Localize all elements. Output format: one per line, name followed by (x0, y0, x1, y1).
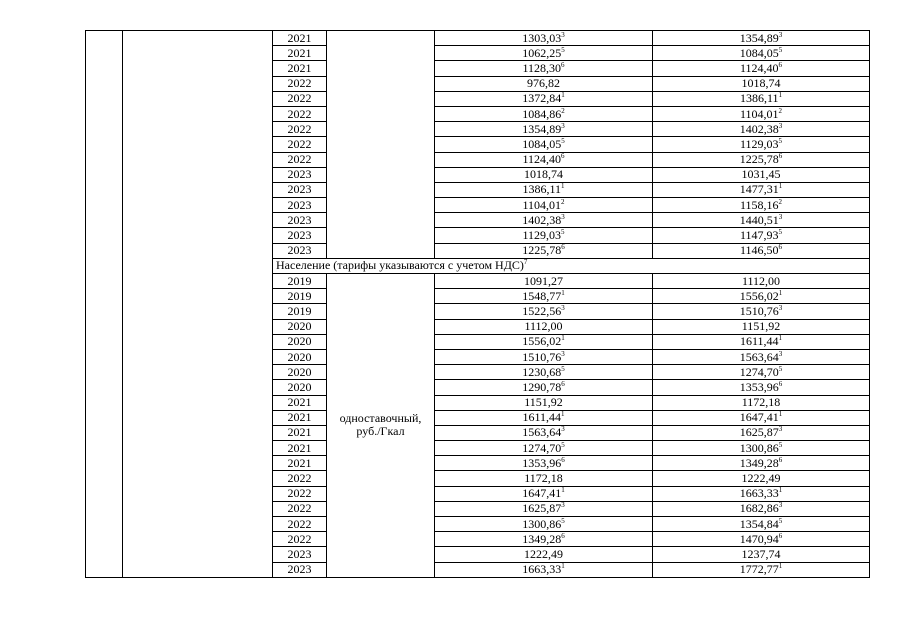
tariff-value-period-1 (435, 243, 653, 258)
tariff-value-period-2-value: 1354,84 (739, 516, 779, 531)
tariff-value-period-1-value: 1563,64 (522, 425, 562, 440)
tariff-value-period-2 (653, 46, 870, 61)
tariff-value-period-1-footnote: 3 (561, 303, 565, 312)
tariff-value-period-2 (653, 304, 870, 319)
tariff-value-period-1-footnote: 5 (561, 440, 565, 449)
tariff-value-period-1 (435, 425, 653, 440)
tariff-value-period-2-value: 1625,87 (739, 425, 779, 440)
tariff-value-period-2 (653, 517, 870, 532)
tariff-value-period-1-footnote: 1 (561, 562, 565, 571)
tariff-value-period-1-footnote: 5 (561, 228, 565, 237)
tariff-value-period-1-value: 1124,40 (522, 152, 562, 167)
tariff-value-period-1 (435, 289, 653, 304)
tariff-value-period-2 (653, 410, 870, 425)
tariff-value-period-2-value: 1440,51 (739, 212, 779, 227)
tariff-value-period-1-footnote: 5 (561, 364, 565, 373)
tariff-value-period-1 (435, 365, 653, 380)
year-cell: 2023 (273, 167, 327, 182)
tariff-value-period-2-footnote: 6 (778, 243, 783, 252)
tariff-value-period-1-value: 1349,28 (522, 531, 562, 546)
tariff-value-period-1 (435, 213, 653, 228)
section-heading-footnote: 7 (523, 258, 528, 267)
tariff-value-period-2-value: 1084,05 (739, 45, 779, 60)
tariff-value-period-2-value: 1225,78 (739, 152, 779, 167)
tariff-value-period-1-footnote: 6 (561, 379, 565, 388)
tariff-value-period-2 (653, 547, 870, 562)
tariff-value-period-1-value: 1386,11 (522, 182, 562, 197)
tariff-value-period-1 (435, 547, 653, 562)
tariff-value-period-2 (653, 349, 870, 364)
blank-cell-number (86, 31, 123, 578)
tariff-value-period-1 (435, 304, 653, 319)
year-cell: 2022 (273, 532, 327, 547)
tariff-value-period-2 (653, 501, 870, 516)
tariff-value-period-1-value: 1104,01 (522, 197, 562, 212)
tariff-value-period-2-footnote: 6 (778, 152, 783, 161)
year-cell: 2022 (273, 501, 327, 516)
tariff-value-period-1-value: 1091,27 (524, 273, 563, 288)
tariff-value-period-1-value: 1303,03 (522, 30, 562, 45)
year-cell: 2023 (273, 182, 327, 197)
year-cell: 2022 (273, 122, 327, 137)
tariff-value-period-1 (435, 456, 653, 471)
tariff-value-period-2-value: 1124,40 (739, 60, 779, 75)
tariff-value-period-2-footnote: 3 (778, 303, 783, 312)
year-cell: 2023 (273, 547, 327, 562)
tariff-value-period-2-footnote: 3 (778, 425, 783, 434)
tariff-value-period-1 (435, 106, 653, 121)
tariff-value-period-2-value: 1682,86 (739, 501, 779, 516)
tariff-value-period-1 (435, 76, 653, 91)
tariff-value-period-1 (435, 532, 653, 547)
year-cell: 2023 (273, 198, 327, 213)
tariff-value-period-1 (435, 380, 653, 395)
tariff-value-period-2-value: 1274,70 (739, 364, 779, 379)
tariff-value-period-2 (653, 441, 870, 456)
year-cell: 2019 (273, 274, 327, 289)
tariff-value-period-1-value: 1290,78 (522, 379, 562, 394)
tariff-value-period-2-value: 1147,93 (739, 228, 779, 243)
tariff-value-period-2 (653, 182, 870, 197)
tariff-value-period-1-value: 1274,70 (522, 440, 562, 455)
tariff-value-period-2 (653, 152, 870, 167)
tariff-value-period-1-footnote: 1 (561, 410, 565, 419)
tariff-value-period-1-footnote: 1 (561, 182, 565, 191)
tariff-value-period-2-footnote: 5 (778, 364, 783, 373)
tariff-value-period-1-value: 1129,03 (522, 228, 562, 243)
year-cell: 2023 (273, 213, 327, 228)
tariff-value-period-2-value: 1556,02 (739, 288, 779, 303)
year-cell: 2019 (273, 304, 327, 319)
tariff-value-period-2 (653, 380, 870, 395)
tariff-value-period-1-value: 1300,86 (522, 516, 562, 531)
tariff-value-period-2 (653, 106, 870, 121)
tariff-value-period-1-footnote: 1 (561, 288, 565, 297)
tariff-table (85, 30, 870, 578)
tariff-value-period-1-value: 1062,25 (522, 45, 562, 60)
tariff-value-period-2-footnote: 3 (778, 349, 783, 358)
tariff-value-period-2-footnote: 6 (778, 531, 783, 540)
tariff-value-period-2 (653, 365, 870, 380)
tariff-value-period-1-footnote: 1 (561, 334, 565, 343)
tariff-value-period-1-footnote: 6 (561, 531, 565, 540)
tariff-value-period-1-value: 1556,02 (522, 334, 562, 349)
tariff-value-period-2-footnote: 5 (778, 45, 783, 54)
tariff-value-period-1-value: 1663,33 (522, 562, 562, 577)
tariff-value-period-2 (653, 456, 870, 471)
year-cell: 2022 (273, 137, 327, 152)
tariff-value-period-2 (653, 61, 870, 76)
tariff-value-period-2-value: 1611,44 (739, 334, 779, 349)
tariff-value-period-1 (435, 562, 653, 577)
tariff-value-period-1 (435, 471, 653, 486)
tariff-value-period-2 (653, 334, 870, 349)
tariff-value-period-2-value: 1300,86 (739, 440, 779, 455)
tariff-value-period-1-footnote: 6 (561, 60, 565, 69)
tariff-value-period-1-value: 1625,87 (522, 501, 562, 516)
tariff-value-period-2-value: 1663,33 (739, 486, 779, 501)
tariff-value-period-1 (435, 395, 653, 410)
tariff-value-period-1 (435, 274, 653, 289)
tariff-value-period-1-footnote: 1 (561, 486, 565, 495)
tariff-value-period-2-footnote: 1 (778, 486, 783, 495)
tariff-value-period-1 (435, 167, 653, 182)
tariff-type-cell (327, 31, 435, 259)
year-cell: 2020 (273, 334, 327, 349)
tariff-value-period-1-value: 1647,41 (522, 486, 562, 501)
tariff-value-period-2-footnote: 3 (778, 501, 783, 510)
tariff-value-period-1-footnote: 3 (561, 212, 565, 221)
tariff-value-period-2 (653, 274, 870, 289)
year-cell: 2022 (273, 517, 327, 532)
tariff-value-period-1-value: 1172,18 (524, 471, 563, 486)
tariff-value-period-2 (653, 167, 870, 182)
tariff-value-period-1 (435, 319, 653, 334)
tariff-value-period-2 (653, 471, 870, 486)
tariff-value-period-1 (435, 501, 653, 516)
tariff-value-period-1 (435, 122, 653, 137)
tariff-value-period-2-value: 1104,01 (739, 106, 779, 121)
year-cell: 2019 (273, 289, 327, 304)
tariff-value-period-1-value: 1230,68 (522, 364, 562, 379)
tariff-value-period-1 (435, 137, 653, 152)
tariff-value-period-1-footnote: 2 (561, 197, 565, 206)
tariff-value-period-2 (653, 91, 870, 106)
tariff-value-period-1-value: 1611,44 (522, 410, 562, 425)
tariff-value-period-2 (653, 228, 870, 243)
tariff-value-period-2-value: 1349,28 (739, 455, 779, 470)
tariff-value-period-2-footnote: 1 (778, 562, 783, 571)
tariff-value-period-1-value: 1510,76 (522, 349, 562, 364)
tariff-value-period-2-footnote: 3 (778, 212, 783, 221)
tariff-value-period-2-value: 1222,49 (741, 471, 781, 486)
year-cell: 2022 (273, 106, 327, 121)
tariff-value-period-2-value: 1563,64 (739, 349, 779, 364)
tariff-value-period-2-footnote: 1 (778, 334, 783, 343)
tariff-value-period-1 (435, 441, 653, 456)
tariff-table-body (86, 31, 870, 578)
tariff-value-period-2-value: 1146,50 (739, 243, 779, 258)
tariff-value-period-2 (653, 486, 870, 501)
tariff-value-period-1 (435, 46, 653, 61)
tariff-value-period-2-value: 1510,76 (739, 303, 779, 318)
tariff-value-period-1-footnote: 3 (561, 501, 565, 510)
tariff-value-period-1-value: 1353,96 (522, 455, 562, 470)
tariff-value-period-2-footnote: 1 (778, 182, 783, 191)
tariff-value-period-2-value: 1237,74 (741, 546, 781, 561)
tariff-value-period-1-value: 1222,49 (524, 546, 563, 561)
tariff-value-period-2 (653, 425, 870, 440)
tariff-value-period-1 (435, 31, 653, 46)
tariff-value-period-2 (653, 319, 870, 334)
tariff-value-period-2-value: 1647,41 (739, 410, 779, 425)
year-cell: 2022 (273, 152, 327, 167)
table-row (86, 31, 870, 46)
tariff-value-period-1-value: 1354,89 (522, 121, 562, 136)
tariff-value-period-2-value: 1158,16 (739, 197, 779, 212)
tariff-value-period-1 (435, 517, 653, 532)
tariff-value-period-2-value: 1402,38 (739, 121, 779, 136)
tariff-value-period-2-value: 1151,92 (741, 319, 781, 334)
year-cell: 2023 (273, 228, 327, 243)
tariff-value-period-1-value: 1018,74 (524, 167, 563, 182)
tariff-value-period-1 (435, 228, 653, 243)
tariff-value-period-1-value: 1522,56 (522, 303, 562, 318)
tariff-value-period-1-footnote: 6 (561, 152, 565, 161)
tariff-value-period-1 (435, 334, 653, 349)
tariff-value-period-2-value: 1129,03 (739, 136, 779, 151)
tariff-value-period-2-value: 1470,94 (739, 531, 779, 546)
tariff-value-period-2-footnote: 1 (778, 91, 783, 100)
year-cell: 2020 (273, 349, 327, 364)
blank-cell-name (123, 31, 273, 578)
section-heading-text: Население (тарифы указываются с учетом НДС) (276, 258, 524, 273)
tariff-value-period-1-footnote: 3 (561, 121, 565, 130)
tariff-value-period-2 (653, 289, 870, 304)
tariff-value-period-2-value: 1112,00 (741, 273, 781, 288)
year-cell: 2022 (273, 486, 327, 501)
tariff-value-period-2-footnote: 3 (778, 30, 783, 39)
year-cell: 2023 (273, 243, 327, 258)
tariff-value-period-1-footnote: 5 (561, 45, 565, 54)
year-cell: 2020 (273, 319, 327, 334)
tariff-value-period-1 (435, 91, 653, 106)
tariff-value-period-1 (435, 349, 653, 364)
tariff-value-period-2-value: 1353,96 (739, 379, 779, 394)
tariff-value-period-2-value: 1031,45 (741, 167, 781, 182)
tariff-value-period-2-footnote: 5 (778, 516, 783, 525)
tariff-value-period-1-footnote: 2 (561, 106, 565, 115)
tariff-value-period-1-value: 1225,78 (522, 243, 562, 258)
tariff-value-period-1 (435, 198, 653, 213)
year-cell: 2021 (273, 456, 327, 471)
tariff-value-period-2-value: 1172,18 (741, 395, 781, 410)
tariff-value-period-1-value: 1548,77 (522, 288, 562, 303)
year-cell: 2020 (273, 380, 327, 395)
tariff-value-period-1-value: 1151,92 (524, 395, 563, 410)
year-cell: 2021 (273, 395, 327, 410)
tariff-value-period-1 (435, 410, 653, 425)
tariff-value-period-2-footnote: 2 (778, 197, 783, 206)
tariff-value-period-2 (653, 243, 870, 258)
tariff-value-period-1 (435, 486, 653, 501)
tariff-value-period-2 (653, 395, 870, 410)
tariff-value-period-2-value: 1772,77 (739, 562, 779, 577)
tariff-value-period-2-value: 1386,11 (739, 91, 779, 106)
tariff-value-period-1-footnote: 3 (561, 30, 565, 39)
tariff-value-period-1-footnote: 5 (561, 136, 565, 145)
tariff-value-period-2 (653, 532, 870, 547)
tariff-value-period-1-value: 976,82 (527, 76, 560, 91)
year-cell: 2021 (273, 425, 327, 440)
tariff-value-period-2-value: 1018,74 (741, 76, 781, 91)
tariff-value-period-1-value: 1372,84 (522, 91, 562, 106)
tariff-value-period-2-footnote: 5 (778, 136, 783, 145)
tariff-value-period-2-footnote: 5 (778, 228, 783, 237)
tariff-value-period-2-footnote: 5 (778, 440, 783, 449)
tariff-value-period-2-value: 1477,31 (739, 182, 779, 197)
tariff-value-period-1 (435, 182, 653, 197)
tariff-value-period-2 (653, 213, 870, 228)
tariff-value-period-1-footnote: 3 (561, 425, 565, 434)
tariff-value-period-2 (653, 562, 870, 577)
year-cell: 2021 (273, 61, 327, 76)
year-cell: 2021 (273, 410, 327, 425)
year-cell: 2022 (273, 91, 327, 106)
tariff-value-period-2-value: 1354,89 (739, 30, 779, 45)
year-cell: 2022 (273, 471, 327, 486)
tariff-value-period-2 (653, 137, 870, 152)
tariff-value-period-2-footnote: 6 (778, 60, 783, 69)
tariff-value-period-2-footnote: 1 (778, 410, 783, 419)
year-cell: 2023 (273, 562, 327, 577)
tariff-value-period-2-footnote: 2 (778, 106, 783, 115)
tariff-value-period-2-footnote: 6 (778, 455, 783, 464)
tariff-value-period-1 (435, 61, 653, 76)
year-cell: 2021 (273, 46, 327, 61)
tariff-value-period-1-footnote: 3 (561, 349, 565, 358)
year-cell: 2022 (273, 76, 327, 91)
tariff-type-label: одноставочный, руб./Гкал (327, 274, 435, 578)
tariff-value-period-2 (653, 76, 870, 91)
tariff-value-period-2 (653, 31, 870, 46)
tariff-value-period-1-value: 1128,30 (522, 60, 562, 75)
tariff-value-period-1-footnote: 5 (561, 516, 565, 525)
section-heading (273, 258, 870, 273)
tariff-value-period-1-footnote: 1 (561, 91, 565, 100)
tariff-value-period-2-footnote: 1 (778, 288, 783, 297)
tariff-value-period-2 (653, 122, 870, 137)
tariff-value-period-2-footnote: 6 (778, 379, 783, 388)
tariff-value-period-2 (653, 198, 870, 213)
year-cell: 2021 (273, 31, 327, 46)
tariff-value-period-1-value: 1402,38 (522, 212, 562, 227)
year-cell: 2021 (273, 441, 327, 456)
tariff-value-period-2-footnote: 3 (778, 121, 783, 130)
tariff-value-period-1-value: 1084,05 (522, 136, 562, 151)
tariff-value-period-1-footnote: 6 (561, 455, 565, 464)
tariff-value-period-1-value: 1084,86 (522, 106, 562, 121)
year-cell: 2020 (273, 365, 327, 380)
tariff-value-period-1-footnote: 6 (561, 243, 565, 252)
tariff-value-period-1-value: 1112,00 (524, 319, 563, 334)
tariff-value-period-1 (435, 152, 653, 167)
